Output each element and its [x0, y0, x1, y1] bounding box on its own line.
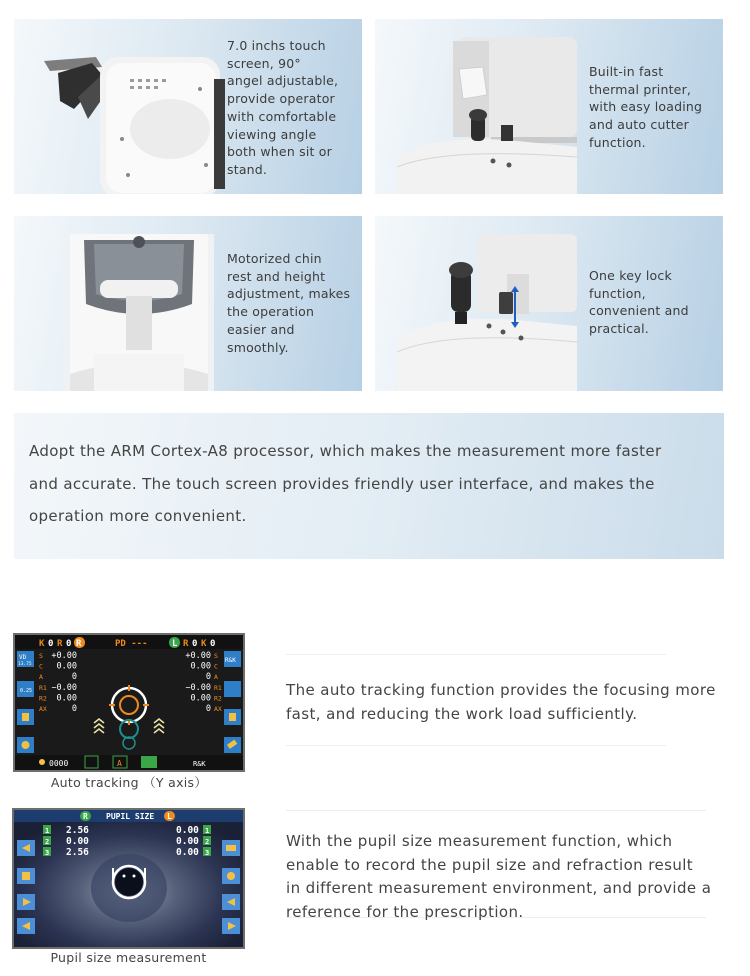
joystick-lock-image: [397, 234, 577, 391]
gear-icon: [22, 741, 30, 749]
result-value: 0.00: [190, 693, 211, 704]
pupil-value: 0.00: [176, 847, 199, 858]
feature-caption-one-key-lock: One key lock function, convenient and practical.: [589, 268, 689, 337]
pupil-line-1: With the pupil size measurement function, which: [286, 832, 673, 850]
result-key: R2: [39, 694, 47, 703]
pupil-value: 0.00: [66, 836, 89, 847]
feature-caption-chin-rest: Motorized chin rest and height adjustment, makes the operation easier and smoothly.: [227, 251, 351, 355]
vd-value: 13.75: [18, 662, 32, 667]
result-value: 0: [71, 672, 77, 683]
result-key: AX: [214, 705, 222, 713]
light-icon: [227, 872, 235, 880]
pupil-right-tag: L: [167, 812, 172, 821]
processor-line-1: Adopt the ARM Cortex-A8 processor, which makes the measurement more faster: [29, 442, 662, 460]
result-key: A: [39, 673, 43, 682]
pupil-screen-title: PUPIL SIZE: [106, 812, 155, 821]
processor-description-panel: [14, 413, 724, 559]
row-index: 3: [45, 849, 50, 857]
row-index: 2: [45, 838, 50, 846]
result-value: +0.00: [185, 651, 211, 661]
vd-label: VD: [19, 654, 27, 661]
feature-panel-one-key-lock: [375, 216, 723, 391]
mode-label: A: [117, 759, 122, 768]
pupil-size-caption: Pupil size measurement: [50, 950, 207, 965]
header-right-k: K: [201, 639, 207, 649]
result-key: R2: [214, 694, 222, 703]
divider: [286, 810, 706, 811]
row-index: 3: [205, 849, 210, 857]
pupil-image: [91, 854, 167, 922]
header-left-0b: 0: [66, 639, 72, 649]
auto-tracking-line-2: fast, and reducing the work load sufficiently.: [286, 704, 638, 723]
result-key: A: [214, 673, 218, 682]
pupil-value: 2.56: [66, 825, 89, 836]
result-key: R1: [214, 683, 222, 692]
feature-panel-touch-screen: [14, 19, 362, 194]
pupil-size-screen: [12, 808, 245, 949]
result-key: R1: [39, 683, 47, 692]
divider: [286, 745, 666, 746]
result-value: +0.00: [51, 651, 77, 661]
row-index: 1: [205, 827, 210, 835]
auto-tracking-line-1: The auto tracking function provides the focusing more: [286, 681, 716, 699]
result-value: 0: [205, 704, 211, 714]
feature-panel-chin-rest: [14, 216, 362, 391]
feature-caption-touch-screen: 7.0 inchs touch screen, 90° angel adjustable, provide operator with comfortable viewing angle both when sit or stand.: [227, 38, 339, 177]
result-value: −0.00: [51, 682, 77, 693]
pd-readout: PD ---: [115, 639, 148, 649]
header-right-r: R: [183, 639, 189, 649]
header-left-eye-tag: R: [76, 639, 82, 649]
user-icon: [39, 759, 45, 765]
header-left-k: K: [39, 639, 45, 649]
row-index: 2: [205, 838, 210, 846]
result-value: −0.00: [185, 682, 211, 693]
result-key: S: [214, 652, 218, 660]
feature-caption-thermal-printer: Built-in fast thermal printer, with easy loading and auto cutter function.: [589, 64, 703, 150]
pupil-value: 0.00: [176, 825, 199, 836]
pupil-line-3: in different measurement environment, and provide a: [286, 879, 712, 897]
pupil-right-readout: [176, 825, 211, 858]
pupil-left-tag: R: [83, 812, 88, 821]
pupil-value: 0.00: [176, 836, 199, 847]
result-value: 0: [71, 704, 77, 714]
auto-tracking-screen: [13, 633, 245, 772]
footer-rk-label: R&K: [193, 760, 206, 768]
result-key: C: [39, 662, 43, 671]
pupil-size-description: [286, 830, 736, 924]
pupil-value: 2.56: [66, 847, 89, 858]
pupil-line-2: enable to record the pupil size and refraction result: [286, 855, 694, 874]
result-value: 0: [205, 672, 211, 683]
processor-line-3: operation more convenient.: [29, 507, 247, 525]
result-value: 0.00: [56, 661, 77, 672]
right-button-2[interactable]: [224, 681, 241, 697]
result-value: 0.00: [190, 661, 211, 672]
auto-tracking-caption: Auto tracking （Y axis）: [50, 775, 208, 790]
pupil-line-4: reference for the prescription.: [286, 902, 524, 921]
result-key: S: [39, 652, 43, 660]
divider: [286, 654, 666, 655]
row-index: 1: [45, 827, 50, 835]
header-left-r: R: [57, 639, 63, 649]
feature-panel-thermal-printer: [375, 19, 723, 194]
touch-screen-arm-image: [30, 49, 225, 194]
header-right-0a: 0: [192, 639, 198, 649]
thermal-printer-image: [397, 37, 577, 194]
processor-description-text: [29, 435, 719, 533]
header-right-eye-tag: L: [172, 639, 178, 649]
eye-view-button[interactable]: [141, 756, 157, 768]
patient-count: 0000: [49, 759, 69, 768]
result-key: C: [214, 662, 218, 671]
processor-line-2: and accurate. The touch screen provides friendly user interface, and makes the: [29, 474, 655, 493]
header-left-0a: 0: [48, 639, 54, 649]
result-value: 0.00: [56, 693, 77, 704]
auto-tracking-description: [286, 679, 736, 726]
chin-rest-image: [64, 234, 214, 391]
rk-mode-label: R&K: [225, 657, 236, 664]
pupil-left-readout: [43, 825, 89, 858]
step-value: 0.25: [20, 688, 33, 694]
header-right-0b: 0: [210, 639, 216, 649]
result-key: AX: [39, 705, 47, 713]
